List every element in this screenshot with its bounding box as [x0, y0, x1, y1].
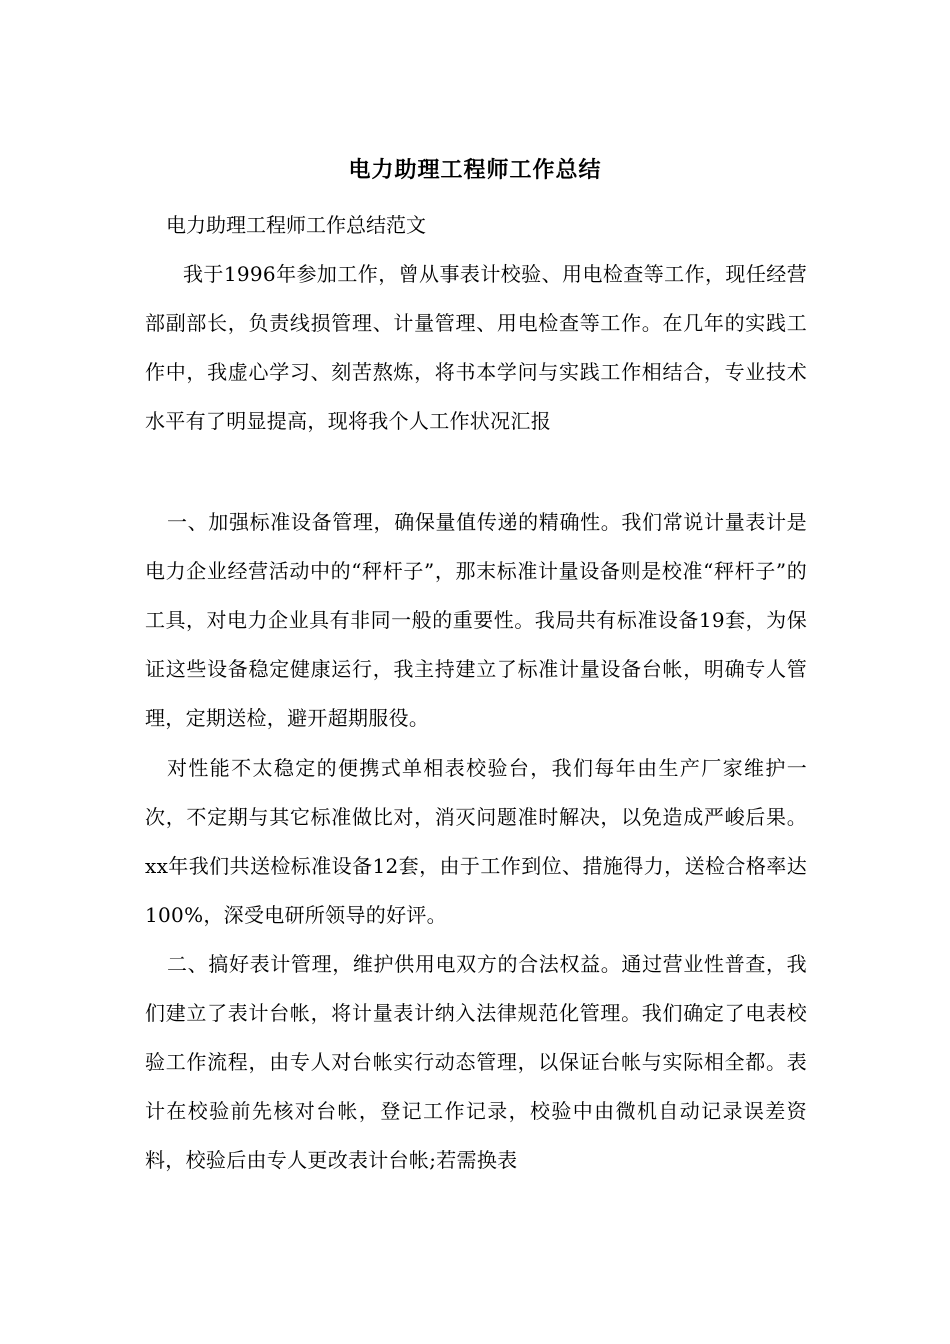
paragraph-intro: 我于1996年参加工作，曾从事表计校验、用电检查等工作，现任经营部副部长，负责线损管理、计量管理、用电检查等工作。在几年的实践工作中，我虚心学习、刻苦熬炼，将书本学问与实践工作相结合，专业技术水平有了明显提高，现将我个人工作状况汇报	[145, 262, 807, 433]
paragraph-standard-equipment: 一、加强标准设备管理，确保量值传递的精确性。我们常说计量表计是电力企业经营活动中的“秤杆子”，那末标准计量设备则是校准“秤杆子”的工具，对电力企业具有非同一般的重要性。我局共有标准设备19套，为保证这些设备稳定健康运行，我主持建立了标准计量设备台帐，明确专人管理，定期送检，避开超期服役。	[145, 510, 807, 730]
paragraph-portable-calibration: 对性能不太稳定的便携式单相表校验台，我们每年由生产厂家维护一次，不定期与其它标准做比对，消灭问题准时解决，以免造成严峻后果。xx年我们共送检标准设备12套，由于工作到位、措施得力，送检合格率达100%，深受电研所领导的好评。	[145, 756, 807, 927]
paragraph-meter-management: 二、搞好表计管理，维护供用电双方的合法权益。通过营业性普查，我们建立了表计台帐，将计量表计纳入法律规范化管理。我们确定了电表校验工作流程，由专人对台帐实行动态管理，以保证台帐与实际相全都。表计在校验前先核对台帐，登记工作记录，校验中由微机自动记录误差资料，校验后由专人更改表计台帐;若需换表	[145, 952, 807, 1172]
document-title: 电力助理工程师工作总结	[348, 157, 602, 183]
document-subtitle: 电力助理工程师工作总结范文	[166, 213, 426, 237]
